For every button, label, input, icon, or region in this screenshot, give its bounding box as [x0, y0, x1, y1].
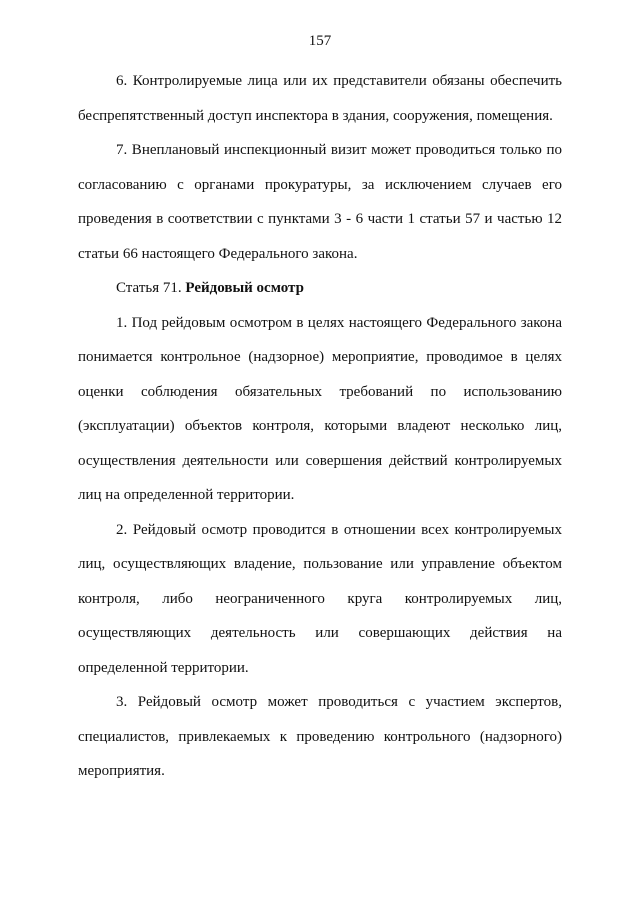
article-paragraph-2: 2. Рейдовый осмотр проводится в отношении всех контролируемых лиц, осуществляющих владение, пользование или управление объектом контроля, либо неограниченного круга контролируемых лиц, осуществляющих деятельность или совершающих действия на определенной территории.	[78, 521, 562, 676]
page-number: 157	[308, 33, 332, 49]
article-paragraph-1: 1. Под рейдовым осмотром в целях настоящего Федерального закона понимается контрольное (надзорное) мероприятие, проводимое в целях оценки соблюдения обязательных требований по использованию (эксплуатации) объектов контроля, которыми владеют несколько лиц, осуществления деятельности или совершения действий контролируемых лиц на определенной территории.	[78, 314, 562, 503]
document-body	[78, 64, 562, 789]
article-title: Рейдовый осмотр	[185, 280, 304, 296]
article-heading	[78, 271, 562, 306]
article-paragraph-3: 3. Рейдовый осмотр может проводиться с участием экспертов, специалистов, привлекаемых к проведению контрольного (надзорного) мероприятия.	[78, 694, 562, 779]
article-number: Статья 71.	[116, 280, 182, 296]
paragraph-6: 6. Контролируемые лица или их представители обязаны обеспечить беспрепятственный доступ инспектора в здания, сооружения, помещения.	[78, 73, 562, 124]
paragraph-7: 7. Внеплановый инспекционный визит может проводиться только по согласованию с органами прокуратуры, за исключением случаев его проведения в соответствии с пунктами 3 - 6 части 1 статьи 57 и частью 12 статьи 66 настоящего Федерального закона.	[78, 142, 562, 262]
